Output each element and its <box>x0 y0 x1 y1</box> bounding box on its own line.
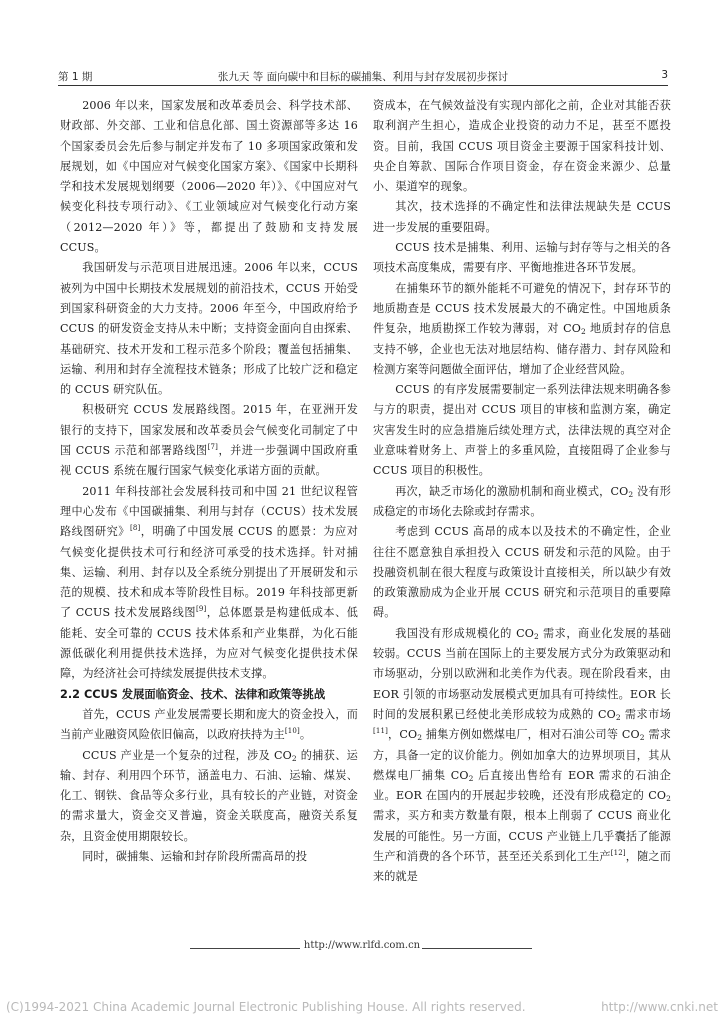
citation-ref[interactable]: [8] <box>129 524 141 533</box>
citation-ref[interactable]: [9] <box>196 605 207 614</box>
paragraph: 积极研究 CCUS 发展路线图。2015 年，在亚洲开发银行的支持下，国家发展和改革委员会气候变化司制定了中国 CCUS 示范和部署路线图[7]，并进一步强调中国政府重视 CCUS 系统在履行国家气候变化承诺方面的贡献。 <box>60 403 358 478</box>
running-title: 张九天 等 面向碳中和目标的碳捕集、利用与封存发展初步探讨 <box>217 71 509 83</box>
footer-rule-right <box>422 948 532 949</box>
paragraph: 同时，碳捕集、运输和封存阶段所需高昂的投 <box>82 849 308 863</box>
paragraph: CCUS 的有序发展需要制定一系列法律法规来明确各参与方的职责，提出对 CCUS 项目的审核和监测方案，确定灾害发生时的应急措施后续处理方式，法律法规的真空对企业意味着财务上、声誉上的多重风险，直接阻碍了企业参与 CCUS 项目的积极性。 <box>373 383 671 478</box>
paragraph: 我国没有形成规模化的 $CO_2$ 需求，商业化发展的基础较弱。CCUS 当前在国际上的主要发展方式分为政策驱动和市场驱动，分别以欧洲和北美作为代表。现在阶段看来，由 EOR 引领的市场驱动发展模式更加具有可持续性。EOR 长时间的发展积累已经使北美形成较为成熟的 $CO_2$ 需求市场[11]，$CO_2$ 捕集方例如燃煤电厂，相对石油公司等 $CO_2$ 需求方，具备一定的议价能力。例如加拿大的边界坝项目，其从燃煤电厂捕集 $CO_2$ 后直接出售给有 EOR 需求的石油企业。EOR 在国内的开展起步较晚，还没有形成稳定的 $CO_2$ 需求，买方和卖方数量有限，根本上削弱了 CCUS 商业化发展的可能性。另一方面，CCUS 产业链上几乎囊括了能源生产和消费的各个环节，甚至还关系到化工生产[12]，随之而来的就是 <box>373 626 671 884</box>
paragraph: 其次，技术选择的不确定性和法律法规缺失是 CCUS 进一步发展的重要阻碍。 <box>373 200 671 234</box>
citation-ref[interactable]: [11] <box>373 727 388 736</box>
paragraph: 2006 年以来，国家发展和改革委员会、科学技术部、财政部、外交部、工业和信息化部、国土资源部等多达 16 个国家委员会先后参与制定并发布了 10 多项国家政策和发展规划，如《中国应对气候变化国家方案》、《国家中长期科学和技术发展规划纲要（2006—2020 年）》、《中国应对气候变化科技专项行动》、《工业领域应对气候变化行动方案（2012—2020 年）》等，都提出了鼓励和支持发展 CCUS。 <box>60 99 358 255</box>
right-column <box>373 96 671 888</box>
paragraph: 资成本，在气候效益没有实现内部化之前，企业对其能否获取利润产生担心，造成企业投资的动力不足，甚至不愿投资。目前，我国 CCUS 项目资金主要源于国家科技计划、央企自筹款、国际合作项目资金，存在资金来源少、总量小、渠道窄的现象。 <box>373 99 671 194</box>
section-heading: 2.2 CCUS 发展面临资金、技术、法律和政策等挑战 <box>60 687 326 701</box>
footer-url[interactable]: http://www.rlfd.com.cn <box>303 940 421 951</box>
left-column <box>60 96 358 867</box>
paragraph: 在捕集环节的额外能耗不可避免的情况下，封存环节的地质勘查是 CCUS 技术发展最大的不确定性。中国地质条件复杂，地质勘探工作较为薄弱，对 $CO_2$ 地质封存的信息支持不够，企业也无法对地层结构、储存潜力、封存风险和检测方案等问题做全面评估，增加了企业经营风险。 <box>373 281 671 376</box>
paragraph: 我国研发与示范项目进展迅速。2006 年以来，CCUS 被列为中国中长期技术发展规划的前沿技术，CCUS 开始受到国家科研资金的大力支持。2006 年至今，中国政府给予 CCUS 的研发资金支持从未中断；支持资金面向自由探索、基础研究、技术开发和工程示范多个阶段；覆盖包括捕集、运输、利用和封存全流程技术链条；形成了比较广泛和稳定的 CCUS 研究队伍。 <box>60 261 358 397</box>
page-footer <box>0 940 724 960</box>
citation-ref[interactable]: [10] <box>284 727 300 736</box>
cnki-url[interactable]: http://www.cnki.net <box>601 1000 718 1014</box>
paragraph: 首先，CCUS 产业发展需要长期和庞大的资金投入，而当前产业融资风险依旧偏高，以政府扶持为主[10]。 <box>60 707 358 742</box>
copyright-notice: (C)1994-2021 China Academic Journal Electronic Publishing House. All rights reserved. <box>6 1000 526 1014</box>
paragraph: 考虑到 CCUS 高昂的成本以及技术的不确定性，企业往往不愿意独自承担投入 CCUS 研发和示范的风险。由于投融资机制在很大程度与政策设计直接相关，所以缺少有效的政策激励成为企业开展 CCUS 研究和示范项目的重要障碍。 <box>373 525 671 620</box>
citation-ref[interactable]: [7] <box>207 443 219 452</box>
issue-label: 第 1 期 <box>58 71 93 83</box>
header-rule <box>58 85 668 86</box>
paragraph: CCUS 技术是捕集、利用、运输与封存等与之相关的各项技术高度集成，需要有序、平衡地推进各环节发展。 <box>373 241 671 275</box>
paragraph: 2011 年科技部社会发展科技司和中国 21 世纪议程管理中心发布《中国碳捕集、利用与封存（CCUS）技术发展路线图研究》[8]，明确了中国发展 CCUS 的愿景：为应对气候变化提供技术可行和经济可承受的技术选择。针对捕集、运输、利用、封存以及全系统分别提出了开展研发和示范的规模、技术和成本等阶段性目标。2019 年科技部更新了 CCUS 技术发展路线图[9]，总体愿景是构建低成本、低能耗、安全可靠的 CCUS 技术体系和产业集群，为化石能源低碳化利用提供技术选择，为应对气候变化提供技术保障，为经济社会可持续发展提供技术支撑。 <box>60 484 358 681</box>
paragraph: CCUS 产业是一个复杂的过程，涉及 $CO_2$ 的捕获、运输、封存、利用四个环节，涵盖电力、石油、运输、煤炭、化工、钢铁、食品等众多行业，具有较长的产业链，对资金的需求量大，资金交叉普遍，资金关联度高，融资关系复杂，且资金使用期限较长。 <box>60 748 358 843</box>
paragraph: 再次，缺乏市场化的激励机制和商业模式，$CO_2$ 没有形成稳定的市场化去除或封存需求。 <box>373 484 671 518</box>
citation-ref[interactable]: [12] <box>610 848 626 857</box>
cnki-watermark <box>6 1000 718 1018</box>
page-number: 3 <box>661 69 668 81</box>
running-header <box>58 66 668 86</box>
